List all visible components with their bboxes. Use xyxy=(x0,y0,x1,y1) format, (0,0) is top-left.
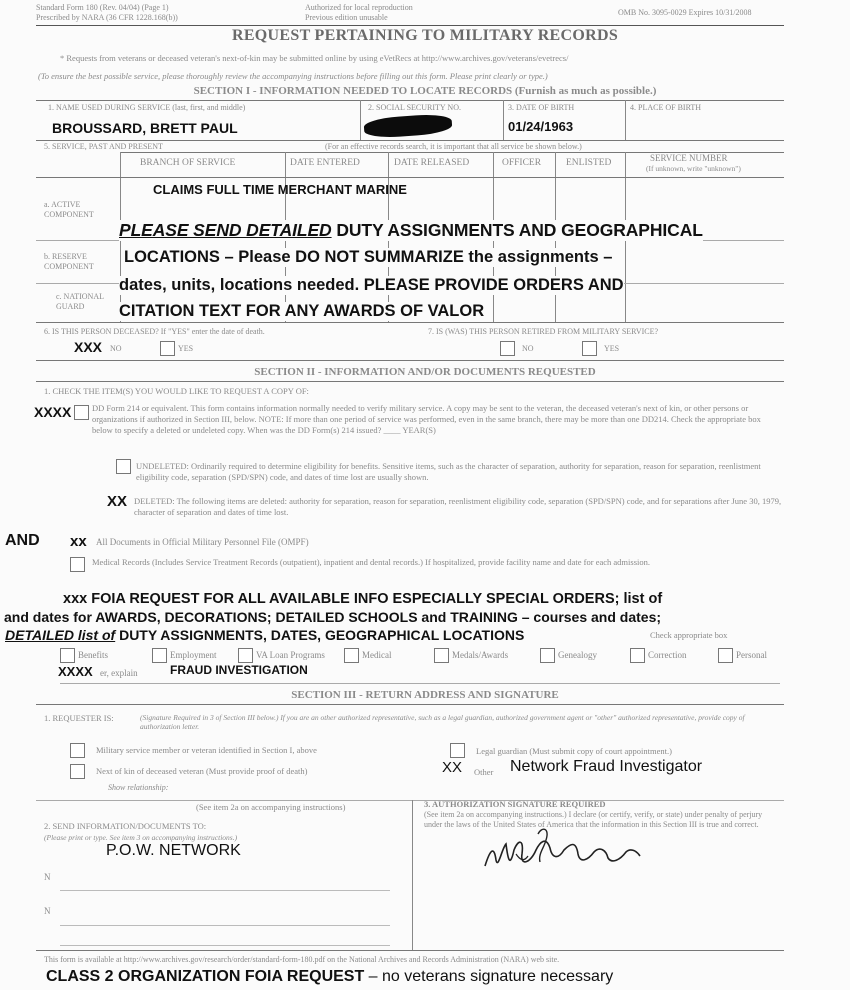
fraud-investigation[interactable]: FRAUD INVESTIGATION xyxy=(170,663,308,677)
purpose-medical-checkbox[interactable] xyxy=(344,648,359,663)
col-service-number: SERVICE NUMBER xyxy=(650,153,728,163)
purpose-note: Check appropriate box xyxy=(650,630,728,640)
purpose-benefits-checkbox[interactable] xyxy=(60,648,75,663)
dob-label: 3. DATE OF BIRTH xyxy=(508,103,575,112)
form-availability-note: This form is available at http://www.archives.gov/research/order/standard-form-180.pdf on the National Archives and Records Administration (NARA) web site. xyxy=(44,955,560,964)
ompf-text: All Documents in Official Military Personnel File (OMPF) xyxy=(96,537,309,547)
send-to-value[interactable]: P.O.W. NETWORK xyxy=(106,842,241,859)
q7-label: 7. IS (WAS) THIS PERSON RETIRED FROM MILITARY SERVICE? xyxy=(428,327,659,336)
foia-line-1: xxx FOIA REQUEST FOR ALL AVAILABLE INFO ESPECIALLY SPECIAL ORDERS; list of xyxy=(63,591,663,607)
service-label: 5. SERVICE, PAST AND PRESENT xyxy=(44,142,163,151)
purpose-genealogy-checkbox[interactable] xyxy=(540,648,555,663)
dd214-mark[interactable]: XXXX xyxy=(34,404,72,420)
previous-edition: Previous edition unusable xyxy=(305,13,388,22)
send-to-label: 2. SEND INFORMATION/DOCUMENTS TO: xyxy=(44,821,207,831)
purpose-correction-checkbox[interactable] xyxy=(630,648,645,663)
prescribed-by: Prescribed by NARA (36 CFR 1228.168(b)) xyxy=(36,13,178,22)
q1-label: 1. CHECK THE ITEM(S) YOU WOULD LIKE TO REQUEST A COPY OF: xyxy=(44,386,309,396)
ssn-redaction xyxy=(363,113,452,139)
q6-yes-label: YES xyxy=(178,344,194,353)
ompf-mark[interactable]: xx xyxy=(70,533,87,550)
requester-nok: Next of kin of deceased veteran (Must provide proof of death) xyxy=(96,766,308,776)
q7-no-checkbox[interactable] xyxy=(500,341,515,356)
address-line-marker: N xyxy=(44,872,51,882)
purpose-personal-checkbox[interactable] xyxy=(718,648,733,663)
requester-veteran: Military service member or veteran identified in Section I, above xyxy=(96,745,317,755)
purpose-employment-checkbox[interactable] xyxy=(152,648,167,663)
form-number: Standard Form 180 (Rev. 04/04) (Page 1) xyxy=(36,3,169,12)
purpose-benefits: Benefits xyxy=(78,650,108,660)
purpose-employment: Employment xyxy=(170,650,217,660)
class-2-foia-note: CLASS 2 ORGANIZATION FOIA REQUEST – no veterans signature necessary xyxy=(46,968,614,985)
see-item-note: (See item 2a on accompanying instructions) xyxy=(196,802,346,812)
q7-yes-label: YES xyxy=(604,344,620,353)
auth-signature-label: 3. AUTHORIZATION SIGNATURE REQUIRED xyxy=(424,799,606,809)
dob-value[interactable]: 01/24/1963 xyxy=(508,119,574,134)
q6-no-label: NO xyxy=(110,344,122,353)
row-guard: c. NATIONAL GUARD xyxy=(56,292,104,311)
row-reserve: b. RESERVE COMPONENT xyxy=(44,252,94,271)
purpose-correction: Correction xyxy=(648,650,687,660)
dd214-checkbox[interactable] xyxy=(74,405,89,420)
purpose-medical: Medical xyxy=(362,650,392,660)
instructions-note: (To ensure the best possible service, please thoroughly review the accompanying instructions before filling out this form. Please print clearly or type.) xyxy=(38,71,548,81)
medical-text: Medical Records (Includes Service Treatment Records (outpatient), inpatient and dental records.) If hospitalized, provide facility name and date for each admission. xyxy=(92,557,650,567)
purpose-va-loan-checkbox[interactable] xyxy=(238,648,253,663)
medical-checkbox[interactable] xyxy=(70,557,85,572)
overlay-line-2: LOCATIONS – Please DO NOT SUMMARIZE the assignments – xyxy=(124,248,613,266)
col-enlisted: ENLISTED xyxy=(566,158,612,168)
requester-other-value[interactable]: Network Fraud Investigator xyxy=(510,758,703,775)
requester-nok-checkbox[interactable] xyxy=(70,764,85,779)
requester-other-label: Other xyxy=(474,767,494,777)
requester-label: 1. REQUESTER IS: xyxy=(44,713,114,723)
deleted-text: DELETED: The following items are deleted: authority for separation, reason for separation, reenlistment eligibility code, separation (SPD/SPN) code, and for separations after June 30, 1979, character of separation and dates of time lost. xyxy=(134,496,782,517)
undeleted-text: UNDELETED: Ordinarily required to determine eligibility for benefits. Sensitive items, such as the character of separation, authority for separation, reason for separation, reenlistment eligibility code, separation (SPD/SPN) code, and dates of time lost are usually shown. xyxy=(136,461,761,482)
foia-line-2: and dates for AWARDS, DECORATIONS; DETAILED SCHOOLS and TRAINING – courses and dates; xyxy=(4,609,662,625)
col-branch: BRANCH OF SERVICE xyxy=(140,158,236,168)
purpose-medals: Medals/Awards xyxy=(452,650,509,660)
undeleted-checkbox[interactable] xyxy=(116,459,131,474)
q6-yes-checkbox[interactable] xyxy=(160,341,175,356)
section2-title: SECTION II - INFORMATION AND/OR DOCUMENTS REQUESTED xyxy=(254,366,596,378)
overlay-line-1: PLEASE SEND DETAILED DUTY ASSIGNMENTS AND GEOGRAPHICAL xyxy=(119,220,703,240)
col-entered: DATE ENTERED xyxy=(290,158,360,168)
requester-other-mark[interactable]: XX xyxy=(442,759,463,776)
section1-title: SECTION I - INFORMATION NEEDED TO LOCATE RECORDS (Furnish as much as possible.) xyxy=(193,85,657,97)
authorized-reproduction: Authorized for local reproduction xyxy=(305,3,413,12)
col-officer: OFFICER xyxy=(502,158,542,168)
pob-label: 4. PLACE OF BIRTH xyxy=(630,103,702,112)
form-title: REQUEST PERTAINING TO MILITARY RECORDS xyxy=(231,27,619,44)
requester-relationship: Show relationship: xyxy=(108,783,169,792)
handwritten-signature xyxy=(480,820,650,875)
col-service-number-note: (If unknown, write "unknown") xyxy=(646,164,741,173)
requester-veteran-checkbox[interactable] xyxy=(70,743,85,758)
purpose-va-loan: VA Loan Programs xyxy=(256,650,325,660)
q7-yes-checkbox[interactable] xyxy=(582,341,597,356)
col-released: DATE RELEASED xyxy=(394,158,470,168)
purpose-personal: Personal xyxy=(736,650,767,660)
address-line-marker-2: N xyxy=(44,906,51,916)
q7-no-label: NO xyxy=(522,344,534,353)
foia-line-3: DETAILED list of DUTY ASSIGNMENTS, DATES, GEOGRAPHICAL LOCATIONS xyxy=(5,627,525,643)
purpose-medals-checkbox[interactable] xyxy=(434,648,449,663)
other-purpose-label: er, explain xyxy=(100,668,138,678)
requester-guardian: Legal guardian (Must submit copy of court appointment.) xyxy=(476,746,672,756)
q6-label: 6. IS THIS PERSON DECEASED? If "YES" enter the date of death. xyxy=(44,327,265,336)
omb-number: OMB No. 3095-0029 Expires 10/31/2008 xyxy=(618,8,752,17)
row-active: a. ACTIVE COMPONENT xyxy=(44,200,94,219)
service-note: (For an effective records search, it is important that all service be shown below.) xyxy=(325,142,582,151)
deleted-mark[interactable]: XX xyxy=(107,493,128,510)
overlay-line-3: dates, units, locations needed. PLEASE PROVIDE ORDERS AND xyxy=(119,276,624,294)
dd214-text: DD Form 214 or equivalent. This form contains information normally needed to verify military service. A copy may be sent to the veteran, the deceased veteran's next of kin, or other persons or organizations if authorized in Section III, below. NOTE: If more than one period of service was performed, even in the same branch, there may be more than one DD214. Check the appropriate box below to specify a deleted or undeleted copy. When was the DD Form(s) 214 issued? ____ YEAR(S) xyxy=(92,403,761,435)
requester-guardian-checkbox[interactable] xyxy=(450,743,465,758)
purpose-genealogy: Genealogy xyxy=(558,650,597,660)
send-to-note: (Please print or type. See item 3 on accompanying instructions.) xyxy=(44,833,238,842)
q6-no-mark[interactable]: XXX xyxy=(74,339,103,355)
overlay-line-4: CITATION TEXT FOR ANY AWARDS OF VALOR xyxy=(119,302,485,320)
auth-signature-note: (See item 2a on accompanying instructions.) I declare (or certify, verify, or state) under penalty of perjury under the laws of the United States of America that the information in this Section III is true and correct. xyxy=(424,810,763,829)
requester-note: (Signature Required in 3 of Section III below.) If you are an other authorized representative, such as a legal guardian, authorized government agent or "other" authorized representative, provide copy of authorization letter. xyxy=(140,713,745,731)
ssn-label: 2. SOCIAL SECURITY NO. xyxy=(368,103,461,112)
name-value[interactable]: BROUSSARD, BRETT PAUL xyxy=(52,120,238,136)
name-label: 1. NAME USED DURING SERVICE (last, first, and middle) xyxy=(48,103,246,112)
and-label: AND xyxy=(5,532,40,549)
other-purpose-mark[interactable]: XXXX xyxy=(58,664,93,679)
evetrecs-note: * Requests from veterans or deceased veteran's next-of-kin may be submitted online by using eVetRecs at http://www.archives.gov/veterans/evetrecs/ xyxy=(60,53,569,63)
section3-title: SECTION III - RETURN ADDRESS AND SIGNATURE xyxy=(291,689,559,701)
claims-text[interactable]: CLAIMS FULL TIME MERCHANT MARINE xyxy=(153,182,407,197)
